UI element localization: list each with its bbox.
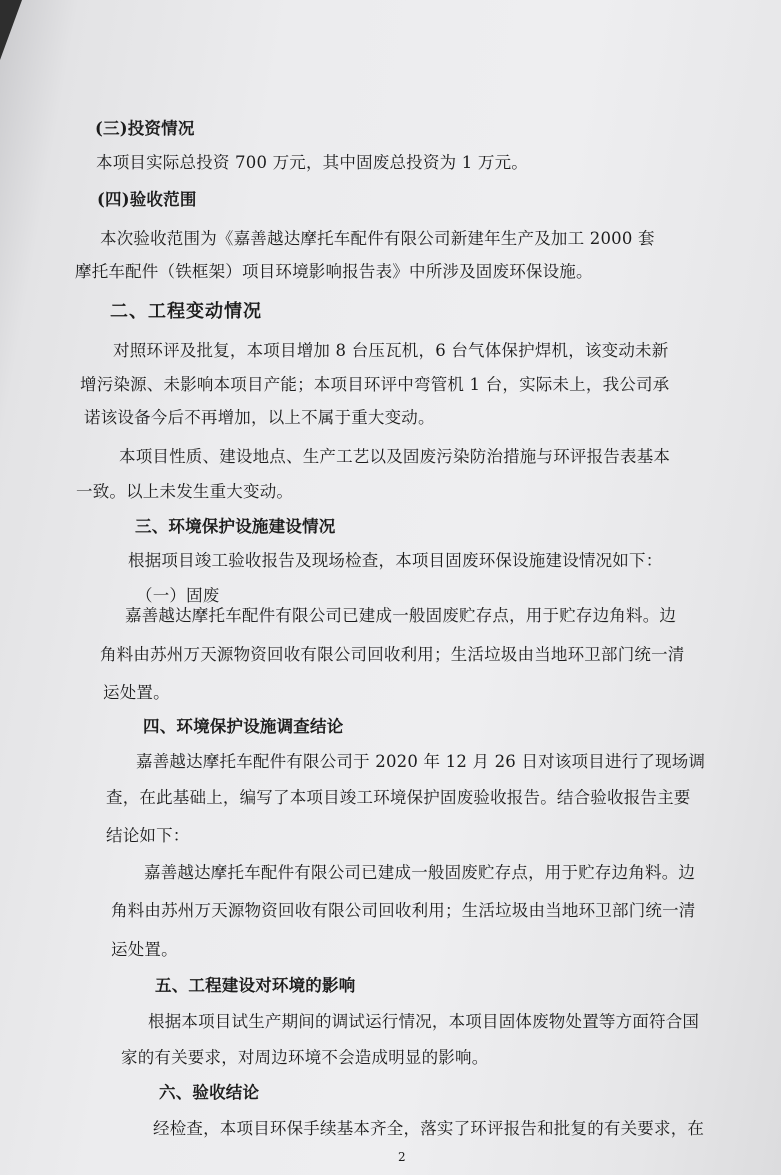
paragraph-line: 家的有关要求，对周边环境不会造成明显的影响。 — [121, 1048, 489, 1067]
heading-project-changes: 二、工程变动情况 — [110, 301, 262, 322]
paragraph-line: 对照环评及批复，本项目增加 8 台压瓦机，6 台气体保护焊机，该变动未新 — [113, 341, 669, 360]
paragraph-line: 运处置。 — [103, 683, 170, 702]
paragraph-line: 运处置。 — [111, 940, 178, 959]
heading-env-facilities: 三、环境保护设施建设情况 — [135, 517, 336, 536]
paragraph-line: 摩托车配件（铁框架）项目环境影响报告表》中所涉及固废环保设施。 — [75, 262, 593, 281]
paragraph-line: 经检查，本项目环保手续基本齐全，落实了环评报告和批复的有关要求，在 — [153, 1119, 705, 1138]
heading-acceptance-scope: (四)验收范围 — [97, 190, 197, 209]
paragraph-line: 本次验收范围为《嘉善越达摩托车配件有限公司新建年生产及加工 2000 套 — [100, 229, 655, 248]
heading-investment: (三)投资情况 — [95, 119, 195, 138]
paragraph-line: 角料由苏州万天源物资回收有限公司回收利用；生活垃圾由当地环卫部门统一清 — [100, 645, 685, 664]
paragraph-line: 诺该设备今后不再增加，以上不属于重大变动。 — [84, 408, 435, 427]
page-number: 2 — [398, 1150, 406, 1164]
paragraph-line: 嘉善越达摩托车配件有限公司已建成一般固废贮存点，用于贮存边角料。边 — [144, 863, 696, 882]
heading-investigation-conclusion: 四、环境保护设施调查结论 — [143, 717, 344, 736]
paragraph-line: 本项目性质、建设地点、生产工艺以及固废污染防治措施与环评报告表基本 — [119, 447, 671, 466]
paragraph-line: 根据项目竣工验收报告及现场检查，本项目固废环保设施建设情况如下： — [128, 551, 663, 570]
heading-acceptance-conclusion: 六、验收结论 — [159, 1083, 260, 1102]
subheading-solid-waste: （一）固废 — [136, 586, 220, 605]
paragraph-line: 嘉善越达摩托车配件有限公司于 2020 年 12 月 26 日对该项目进行了现场调 — [136, 752, 706, 771]
paragraph-line: 根据本项目试生产期间的调试运行情况，本项目固体废物处置等方面符合国 — [148, 1012, 700, 1031]
paragraph-line: 结论如下： — [106, 826, 190, 845]
heading-environmental-impact: 五、工程建设对环境的影响 — [155, 976, 356, 995]
page-corner-shadow — [0, 0, 22, 60]
paragraph-line: 嘉善越达摩托车配件有限公司已建成一般固废贮存点，用于贮存边角料。边 — [125, 606, 677, 625]
paragraph-line: 增污染源、未影响本项目产能；本项目环评中弯管机 1 台，实际未上，我公司承 — [80, 375, 670, 394]
paragraph-line: 本项目实际总投资 700 万元，其中固废总投资为 1 万元。 — [96, 153, 528, 172]
paragraph-line: 一致。以上未发生重大变动。 — [76, 482, 294, 501]
paragraph-line: 角料由苏州万天源物资回收有限公司回收利用；生活垃圾由当地环卫部门统一清 — [111, 901, 696, 920]
paragraph-line: 查，在此基础上，编写了本项目竣工环境保护固废验收报告。结合验收报告主要 — [106, 788, 691, 807]
